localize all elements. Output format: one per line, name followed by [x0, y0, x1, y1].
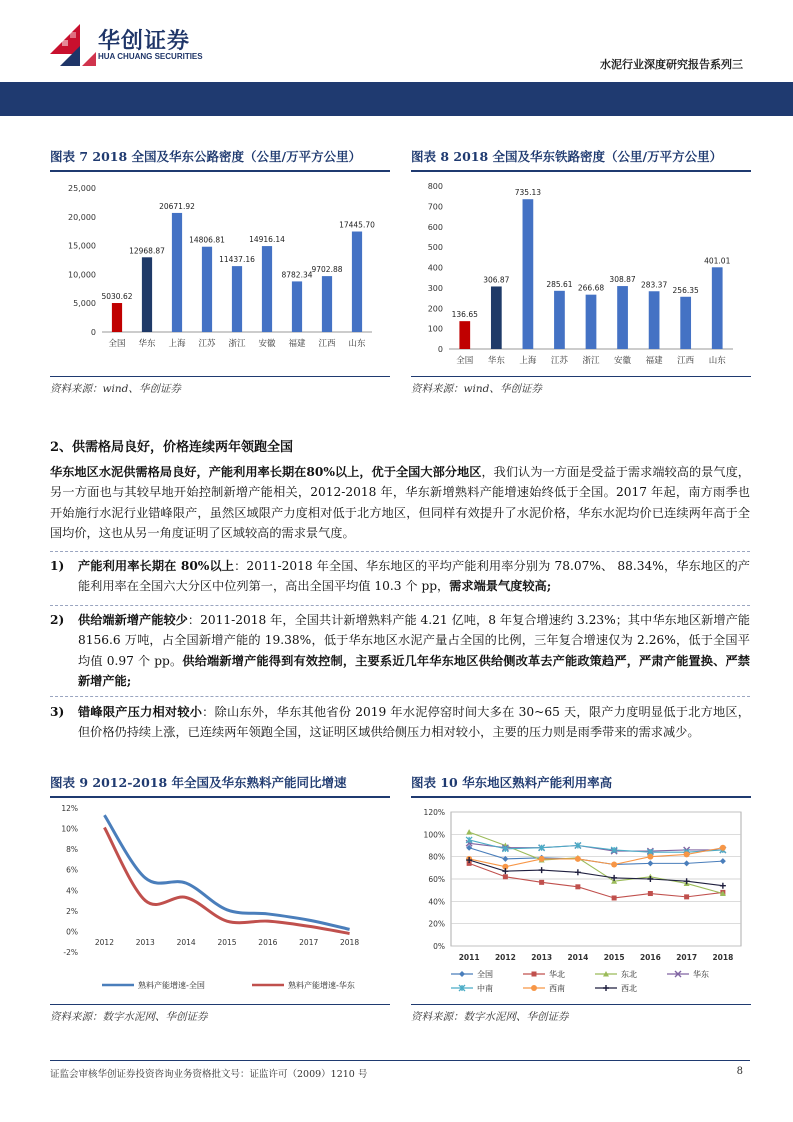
- y-tick-label: 0%: [433, 942, 445, 951]
- y-tick-label: 10,000: [68, 270, 96, 280]
- y-tick-label: 600: [427, 222, 443, 232]
- x-tick-label: 2016: [639, 953, 661, 962]
- y-tick-label: 8%: [66, 845, 78, 855]
- bar: [202, 247, 212, 332]
- y-tick-label: 5,000: [73, 299, 96, 309]
- y-tick-label: 20%: [428, 919, 445, 929]
- x-tick-label: 上海: [168, 339, 186, 349]
- company-logo-icon: [50, 22, 98, 68]
- list-item-text: ：除山东外，华东其他省份 2019 年水泥停窑时间大多在 30~65 天，限产力度明显低于北方地区，但价格仍持续上涨，已连续两年领跑全国，这证明区域供给侧压力相对较小，主要的压力则是雨季带来的需求减少。: [78, 705, 750, 740]
- bar: [459, 321, 470, 349]
- bar: [554, 291, 565, 349]
- y-tick-label: 200: [427, 304, 443, 314]
- bar: [232, 266, 242, 332]
- legend-label: 熟料产能增速-华东: [288, 981, 355, 990]
- data-label: 5030.62: [101, 292, 133, 302]
- bar: [491, 286, 502, 349]
- y-tick-label: 15,000: [68, 241, 96, 251]
- x-tick-label: 全国: [456, 356, 474, 366]
- figure-10-title: 图表 10 华东地区熟料产能利用率高: [411, 775, 613, 790]
- series-marker: [502, 868, 508, 874]
- company-name-en: HUA CHUANG SECURITIES: [98, 52, 203, 61]
- series-marker: [684, 894, 689, 899]
- legend-label: 东北: [621, 970, 637, 979]
- x-tick-label: 安徽: [258, 339, 276, 349]
- list-item-number: 2): [50, 613, 65, 627]
- list-divider: [50, 696, 750, 697]
- y-tick-label: 100: [427, 324, 443, 334]
- x-tick-label: 2015: [603, 953, 625, 962]
- data-label: 256.35: [672, 285, 699, 295]
- series-marker: [532, 972, 537, 977]
- series-line: [104, 828, 349, 934]
- y-tick-label: 500: [427, 243, 443, 253]
- x-tick-label: 2011: [458, 953, 480, 962]
- series-marker: [603, 985, 609, 991]
- y-tick-label: 80%: [428, 852, 445, 862]
- legend-label: 全国: [477, 970, 493, 979]
- data-label: 12968.87: [129, 246, 165, 256]
- data-label: 285.61: [546, 279, 573, 289]
- series-marker: [720, 883, 726, 889]
- data-label: 11437.16: [219, 255, 255, 265]
- series-marker: [720, 845, 726, 851]
- x-tick-label: 2013: [531, 953, 553, 962]
- y-tick-label: 800: [427, 182, 443, 191]
- bar: [172, 213, 182, 332]
- y-tick-label: 25,000: [68, 184, 96, 193]
- x-tick-label: 2018: [340, 938, 360, 947]
- series-marker: [720, 858, 726, 864]
- data-label: 306.87: [483, 275, 510, 285]
- list-item: [50, 702, 750, 743]
- y-tick-label: 12%: [61, 804, 78, 813]
- series-marker: [539, 867, 545, 873]
- x-tick-label: 华东: [138, 339, 156, 349]
- y-tick-label: 10%: [61, 824, 78, 834]
- legend-label: 华东: [693, 970, 709, 979]
- y-tick-label: 60%: [428, 875, 445, 884]
- x-tick-label: 江苏: [550, 356, 568, 366]
- list-item: [50, 610, 750, 691]
- x-tick-label: 浙江: [228, 339, 246, 349]
- y-tick-label: 120%: [423, 808, 445, 817]
- y-tick-label: 6%: [66, 865, 78, 875]
- y-tick-label: -2%: [63, 948, 78, 957]
- data-label: 9702.88: [311, 265, 343, 275]
- x-tick-label: 2012: [494, 953, 516, 962]
- figure-9-chart: [50, 798, 390, 1000]
- figure-9-source: 资料来源：数字水泥网、华创证券: [50, 1011, 208, 1023]
- figure-7-bottom-rule: [50, 376, 390, 377]
- x-tick-label: 全国: [108, 339, 126, 349]
- figure-8-chart: [411, 172, 751, 372]
- intro-bold: 华东地区水泥供需格局良好，产能利用率长期在80%以上，优于全国大部分地区: [50, 465, 482, 479]
- legend-label: 华北: [549, 970, 565, 979]
- series-marker: [647, 854, 653, 860]
- series-marker: [539, 880, 544, 885]
- header-banner: [0, 82, 793, 116]
- figure-9-title: 图表 9 2012-2018 年全国及华东熟料产能同比增速: [50, 775, 347, 790]
- figure-7-source: 资料来源：wind、华创证券: [50, 383, 181, 395]
- bar: [649, 291, 660, 349]
- list-item-number: 3): [50, 705, 65, 719]
- legend-label: 熟料产能增速-全国: [138, 981, 205, 990]
- legend-label: 西南: [549, 984, 565, 993]
- x-tick-label: 福建: [645, 356, 663, 366]
- bar: [292, 281, 302, 332]
- figure-9-bottom-rule: [50, 1004, 390, 1005]
- list-item-tail: 供给端新增产能得到有效控制，主要系近几年华东地区供给侧改革去产能政策趋严，严肃产能置换、严禁新增产能;: [78, 653, 750, 688]
- intro-rest: ，我们认为一方面是受益于需求端较高的景气度，另一方面也与其较早地开始控制新增产能相关，2012-2018 年，华东新增熟料产能增速始终低于全国。2017 年起，南方雨季也开始施行水泥行业错峰限产，虽然区域限产力度相对低于北方地区，但同样有效提升了水泥价格，华东水泥均价已连续两年高于全国均价，这也从另一角度证明了区域较高的需求景气度。: [50, 465, 750, 540]
- x-tick-label: 上海: [519, 356, 537, 366]
- series-marker: [612, 895, 617, 900]
- data-label: 8782.34: [281, 270, 313, 280]
- bar: [712, 267, 723, 349]
- data-label: 283.37: [640, 280, 668, 290]
- series-marker: [459, 971, 465, 977]
- x-tick-label: 江西: [677, 356, 695, 366]
- x-tick-label: 华东: [487, 356, 505, 366]
- x-tick-label: 浙江: [582, 356, 600, 366]
- series-marker: [684, 860, 690, 866]
- list-divider: [50, 605, 750, 606]
- x-tick-label: 2014: [567, 953, 589, 962]
- series-marker: [648, 891, 653, 896]
- list-item-bold: 错峰限产压力相对较小: [78, 705, 203, 719]
- x-tick-label: 2015: [217, 938, 237, 947]
- series-marker: [575, 884, 580, 889]
- y-tick-label: 0: [90, 328, 96, 337]
- y-tick-label: 40%: [428, 897, 445, 907]
- bar: [322, 276, 332, 332]
- figure-10-bottom-rule: [411, 1004, 751, 1005]
- x-tick-label: 江苏: [198, 339, 216, 349]
- bar: [352, 232, 362, 332]
- footer-license: 证监会审核华创证券投资咨询业务资格批文号：证监许可（2009）1210 号: [50, 1069, 368, 1080]
- x-tick-label: 江西: [318, 339, 336, 349]
- x-tick-label: 山东: [708, 356, 726, 366]
- bar: [586, 295, 597, 349]
- series-marker: [503, 874, 508, 879]
- y-tick-label: 100%: [423, 830, 445, 840]
- data-label: 401.01: [704, 256, 731, 266]
- x-tick-label: 山东: [348, 339, 366, 349]
- figure-10-source: 资料来源：数字水泥网、华创证券: [411, 1011, 569, 1023]
- legend-label: 中南: [477, 984, 493, 993]
- y-tick-label: 0: [437, 345, 443, 354]
- x-tick-label: 福建: [288, 339, 306, 349]
- y-tick-label: 20,000: [68, 212, 96, 222]
- y-tick-label: 300: [427, 283, 443, 293]
- list-item-bold: 供给端新增产能较少: [78, 613, 188, 627]
- x-tick-label: 2014: [176, 938, 196, 947]
- series-marker: [466, 829, 472, 835]
- figure-7-title: 图表 7 2018 全国及华东公路密度（公里/万平方公里）: [50, 149, 362, 164]
- list-item-bold: 产能利用率长期在 80%以上: [78, 559, 235, 573]
- report-series-title: 水泥行业深度研究报告系列三: [600, 58, 743, 71]
- list-item: [50, 556, 750, 597]
- series-marker: [531, 985, 537, 991]
- y-tick-label: 2%: [66, 906, 78, 916]
- x-tick-label: 2013: [135, 938, 155, 947]
- x-tick-label: 2012: [94, 938, 114, 947]
- company-name-cn: 华创证券: [98, 29, 191, 54]
- series-line: [104, 815, 349, 929]
- x-tick-label: 2016: [258, 938, 278, 947]
- legend-label: 西北: [621, 984, 637, 993]
- figure-8-source: 资料来源：wind、华创证券: [411, 383, 542, 395]
- bar: [680, 297, 691, 349]
- data-label: 735.13: [514, 188, 542, 198]
- figure-10-chart: [411, 798, 751, 1000]
- list-divider: [50, 551, 750, 552]
- list-item-text: ：2011-2018 年全国、华东地区的平均产能利用率分别为 78.07%、 88.34%，华东地区的产能利用率在全国六大分区中位列第一，高出全国平均值 10.3 个 pp，: [78, 559, 750, 594]
- series-marker: [575, 869, 581, 875]
- x-tick-label: 2018: [712, 953, 734, 962]
- bar: [142, 257, 152, 332]
- data-label: 308.87: [609, 275, 636, 285]
- footer-rule: [50, 1060, 750, 1061]
- data-label: 17445.70: [339, 220, 375, 230]
- section-intro: [50, 462, 750, 543]
- series-marker: [647, 860, 653, 866]
- data-label: 20671.92: [159, 201, 195, 211]
- figure-8-bottom-rule: [411, 376, 751, 377]
- bar: [262, 246, 272, 332]
- data-label: 136.65: [451, 310, 478, 320]
- figure-7-chart: [50, 172, 390, 372]
- bar: [523, 199, 534, 349]
- page-number: 8: [736, 1066, 743, 1077]
- data-label: 266.68: [577, 283, 605, 293]
- section-heading: 2、供需格局良好，价格连续两年领跑全国: [50, 440, 294, 455]
- list-item-text: ：2011-2018 年，全国共计新增熟料产能 4.21 亿吨，8 年复合增速约 3.23%；其中华东地区新增产能 8156.6 万吨，占全国新增产能的 19.38%，低于华东地区水泥产量占全国的比例，三年复合增速仅为 2.26%，低于全国平均值 0.97 个 pp。: [78, 613, 750, 668]
- series-marker: [575, 856, 581, 862]
- x-tick-label: 安徽: [614, 356, 632, 366]
- y-tick-label: 4%: [66, 886, 78, 896]
- data-label: 14806.81: [189, 235, 225, 245]
- data-label: 14916.14: [249, 235, 285, 245]
- series-marker: [539, 856, 545, 862]
- list-item-tail: 需求端景气度较高;: [449, 579, 552, 594]
- bar: [617, 286, 628, 349]
- y-tick-label: 700: [427, 202, 443, 212]
- y-tick-label: 400: [427, 263, 443, 273]
- x-tick-label: 2017: [676, 953, 698, 962]
- series-marker: [611, 861, 617, 867]
- bar: [112, 303, 122, 332]
- series-marker: [684, 851, 690, 857]
- list-item-number: 1): [50, 559, 65, 573]
- x-tick-label: 2017: [299, 938, 319, 947]
- y-tick-label: 0%: [66, 927, 78, 937]
- figure-8-title: 图表 8 2018 全国及华东铁路密度（公里/万平方公里）: [411, 149, 723, 164]
